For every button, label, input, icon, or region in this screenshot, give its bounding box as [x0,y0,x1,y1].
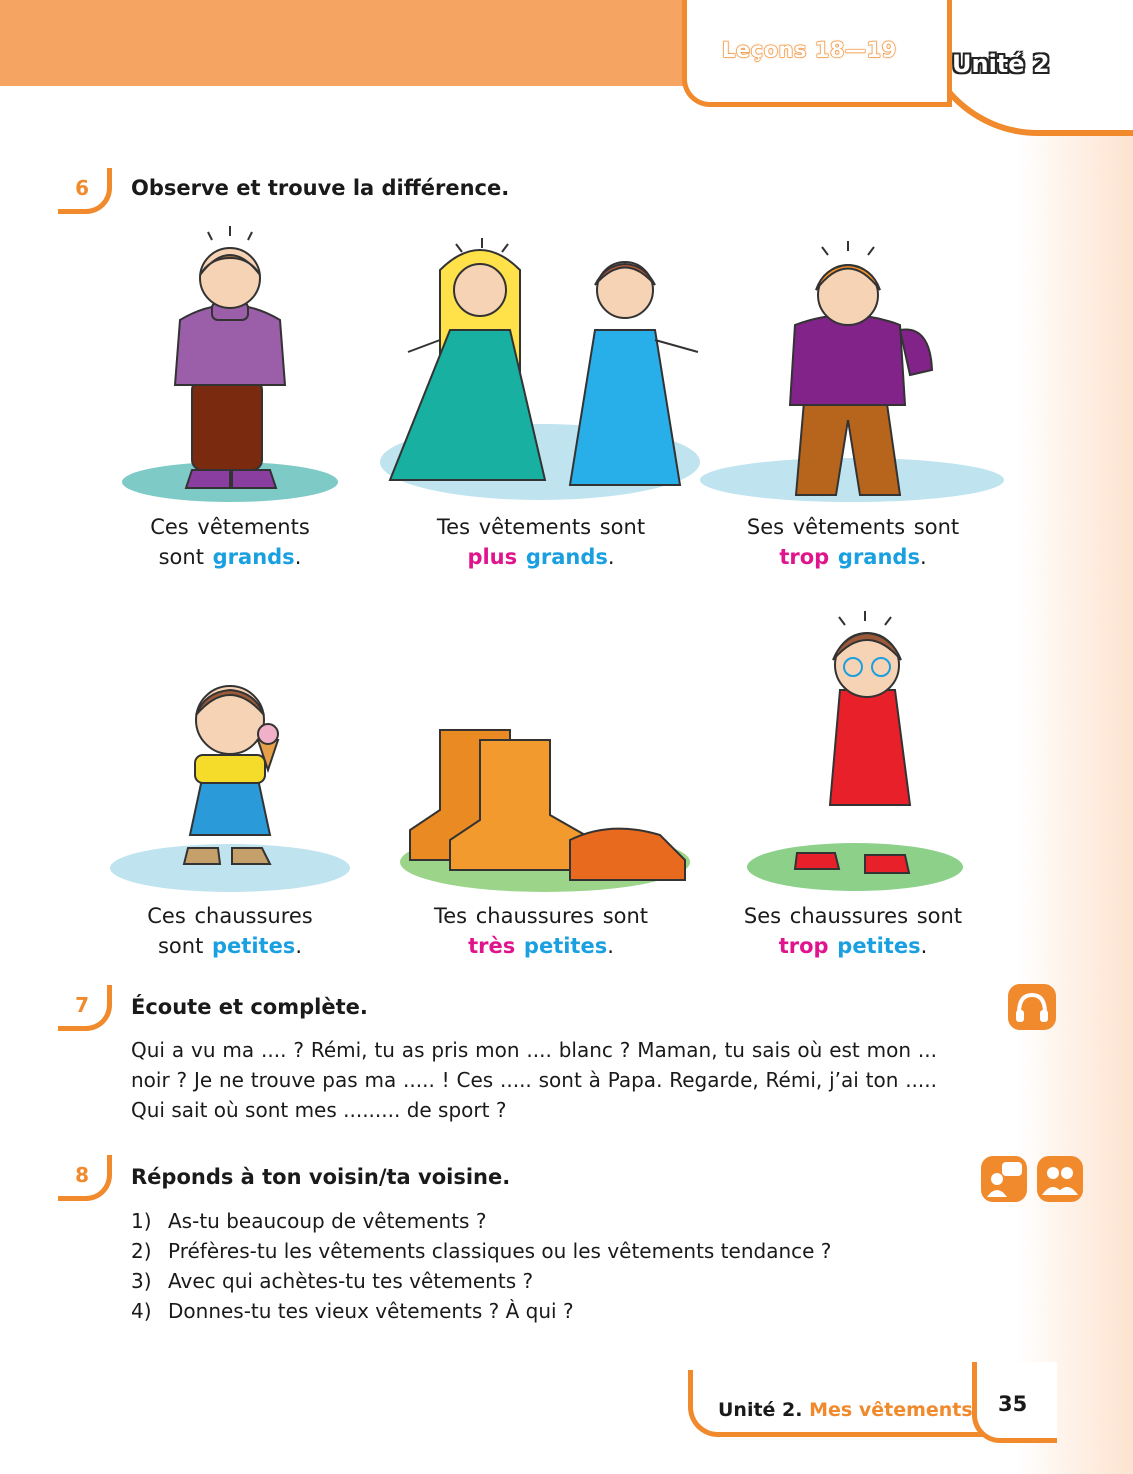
caption-4-end: . [295,934,302,958]
question-text: Avec qui achètes-tu tes vêtements ? [168,1269,534,1293]
caption-1-blue: grands [212,545,295,569]
caption-2-pink: plus [467,545,518,569]
caption-5-blue: petites [523,934,608,958]
caption-6-pink: trop [778,934,829,958]
caption-1-pre: sont [158,545,204,569]
question-item [131,1206,831,1236]
caption-6-line1: Ses chaussures sont [743,904,963,928]
caption-2-line2 [391,542,691,572]
caption-4-line1: Ces chaussures [147,904,313,928]
caption-3-end: . [919,545,927,569]
question-text: As-tu beaucoup de vêtements ? [168,1209,487,1233]
question-item [131,1236,831,1266]
footer-chapter: Mes vêtements [809,1399,973,1421]
question-number: 2) [131,1239,152,1263]
caption-4-pre: sont [157,934,204,958]
caption-2 [391,512,691,572]
exercise-8-questions [131,1206,831,1326]
boots-and-shoes-illustration [400,720,690,895]
question-number: 1) [131,1209,152,1233]
unit-label: Unité 2 [952,50,1050,78]
question-text: Préfères-tu les vêtements classiques ou les vêtements tendance ? [168,1239,832,1263]
caption-5-line1: Tes chaussures sont [433,904,649,928]
headphones-icon [1007,983,1057,1031]
caption-6 [703,901,1003,961]
girl-small-shoes-illustration [110,670,350,895]
caption-3 [703,512,1003,572]
caption-4-blue: petites [212,934,296,958]
question-item [131,1266,831,1296]
caption-6-line2 [703,931,1003,961]
boy-big-clothes-illustration [120,220,340,505]
caption-3-pink: trop [779,545,830,569]
exercise-8-title: Réponds à ton voisin/ta voisine. [131,1165,511,1189]
exercise-7-title: Écoute et complète. [131,995,368,1019]
exercise-7-number: 7 [58,985,112,1031]
question-text: Donnes-tu tes vieux vêtements ? À qui ? [168,1299,574,1323]
caption-1-line2 [80,542,380,572]
girl-too-small-shoes-illustration [745,605,965,895]
caption-6-end: . [920,934,928,958]
lessons-label: Leçons 18—19 [722,38,897,62]
caption-5-end: . [607,934,614,958]
caption-2-blue: grands [525,545,608,569]
footer-unit: Unité 2. [718,1399,803,1421]
caption-3-line1: Ses vêtements sont [746,515,960,539]
footer-title [718,1399,973,1421]
caption-6-blue: petites [837,934,921,958]
exercise-7-text: Qui a vu ma .... ? Rémi, tu as pris mon .... blanc ? Maman, tu sais où est mon ... noir ? Je ne trouve pas ma ..... ! Ces ..... sont à Papa. Regarde, Rémi, j’ai ton ..... Qui sait où sont mes ......... de sport ? [131,1038,937,1122]
page-number: 35 [998,1392,1028,1416]
caption-1 [80,512,380,572]
girls-dresses-illustration [380,230,700,505]
header-band [0,0,700,86]
question-number: 4) [131,1299,152,1323]
caption-4 [80,901,380,961]
caption-1-end: . [294,545,302,569]
question-item [131,1296,831,1326]
exercise-6-title: Observe et trouve la différence. [131,176,510,200]
caption-3-blue: grands [837,545,920,569]
exercise-8-number: 8 [58,1155,112,1201]
caption-1-line1: Ces vêtements [150,515,310,539]
boy-too-big-clothes-illustration [700,235,1005,505]
exercise-6-number: 6 [58,168,112,214]
dialogue-icon [980,1155,1028,1203]
caption-2-end: . [607,545,615,569]
caption-2-line1: Tes vêtements sont [436,515,646,539]
caption-5-pink: très [468,934,516,958]
caption-5-line2 [391,931,691,961]
caption-3-line2 [703,542,1003,572]
question-number: 3) [131,1269,152,1293]
pair-work-icon [1036,1155,1084,1203]
caption-5 [391,901,691,961]
caption-4-line2 [80,931,380,961]
